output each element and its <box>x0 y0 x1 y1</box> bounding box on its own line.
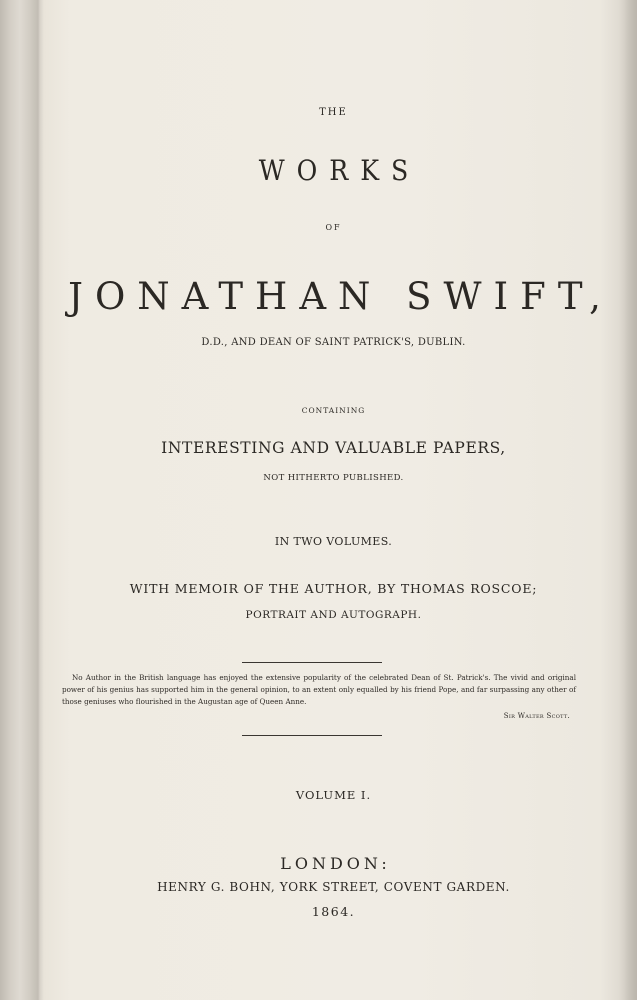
memoir-line: WITH MEMOIR OF THE AUTHOR, BY THOMAS ROSCOE; <box>129 581 538 596</box>
title-the: THE <box>319 107 348 118</box>
epigraph-attribution: Sir Walter Scott. <box>503 712 570 720</box>
author-name: JONATHAN SWIFT, <box>68 275 613 318</box>
divider-bottom <box>242 735 382 736</box>
imprint-year: 1864. <box>311 904 356 919</box>
author-degree: D.D., AND DEAN OF SAINT PATRICK'S, DUBLIN. <box>201 337 466 348</box>
imprint-city: LONDON: <box>280 854 391 873</box>
portrait-line: PORTRAIT AND AUTOGRAPH. <box>245 609 422 621</box>
title-page <box>40 0 627 1000</box>
epigraph-quote: No Author in the British language has enjoyed the extensive popularity of the celebrated Dean of St. Patrick's. The vivid and original power of his genius has supported him in the general opinion, to an extent only equalled by his friend Pope, and far surpassing any other of those geniuses who flourished in the Augustan age of Queen Anne. <box>62 673 576 706</box>
title-of: OF <box>325 223 342 232</box>
volume-number: VOLUME I. <box>295 788 372 802</box>
contents-subheading: NOT HITHERTO PUBLISHED. <box>263 473 404 483</box>
divider-top <box>242 662 382 663</box>
title-works: WORKS <box>258 154 421 187</box>
book-gutter <box>0 0 40 1000</box>
page-edge-shadow <box>619 0 637 1000</box>
contents-heading: INTERESTING AND VALUABLE PAPERS, <box>161 439 506 457</box>
imprint-publisher: HENRY G. BOHN, YORK STREET, COVENT GARDEN. <box>157 880 510 894</box>
containing-label: CONTAINING <box>301 406 366 415</box>
volume-count: IN TWO VOLUMES. <box>274 535 393 548</box>
